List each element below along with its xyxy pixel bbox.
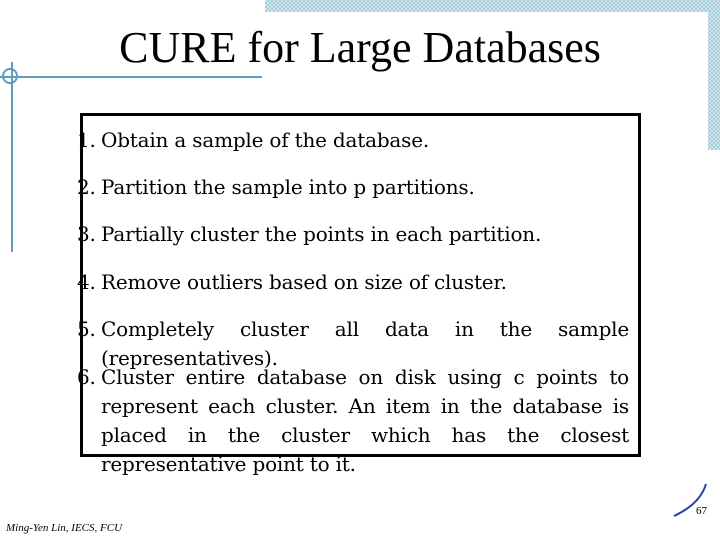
slide-title: CURE for Large Databases — [119, 23, 601, 72]
step-number: 5. — [77, 317, 96, 341]
step-text: Remove outliers based on size of cluster. — [101, 270, 507, 294]
step-number: 3. — [77, 222, 96, 246]
step-number: 6. — [77, 365, 96, 389]
footer-author: Ming-Yen Lin, IECS, FCU — [6, 522, 123, 534]
title-underline — [0, 76, 262, 78]
algorithm-steps-box — [77, 113, 641, 476]
step-text: Obtain a sample of the database. — [101, 128, 430, 152]
page-number: 67 — [696, 505, 707, 517]
crosshair-icon — [2, 68, 18, 84]
step-number: 4. — [77, 270, 96, 294]
step-text: Completely cluster all data in the sample (representatives). — [101, 317, 629, 370]
step-number: 2. — [77, 175, 96, 199]
step-text: Partially cluster the points in each partition. — [101, 222, 542, 246]
step-text: Partition the sample into p partitions. — [101, 175, 475, 199]
left-margin-line — [11, 62, 13, 252]
step-number: 1. — [77, 128, 96, 152]
step-text: Cluster entire database on disk using c points to represent each cluster. An item in the database is placed in the cluster which has the closest representative point to it. — [101, 365, 629, 476]
